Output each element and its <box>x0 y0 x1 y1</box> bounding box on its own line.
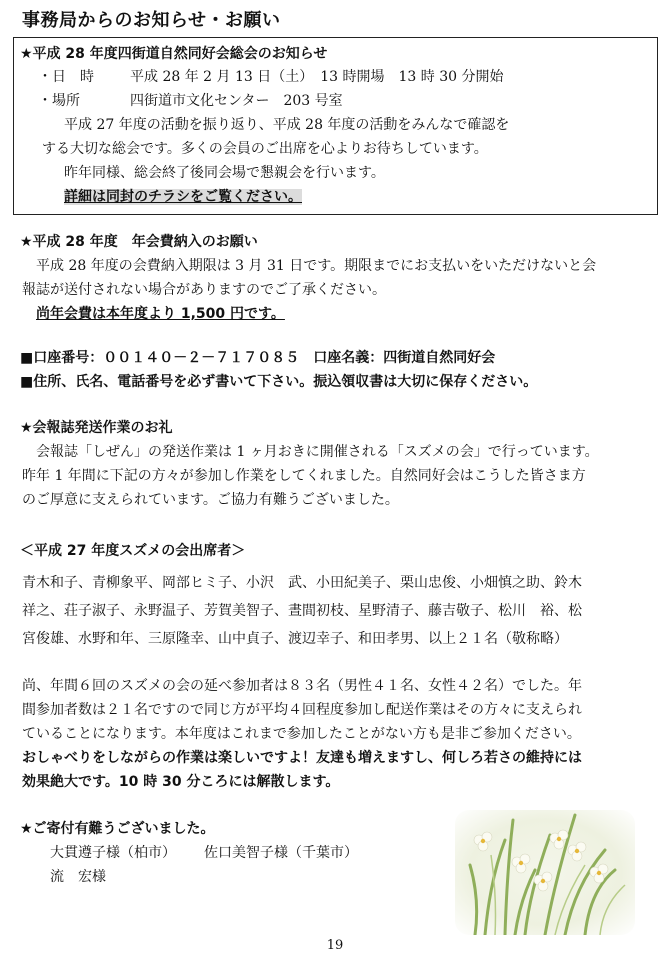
attendee-line <box>22 629 568 649</box>
meeting-body-line: 平成 27 年度の活動を振り返り、平成 28 年度の活動をみんなで確認を <box>64 117 510 133</box>
attendee-name: 小沢 武、 <box>246 575 316 591</box>
account-number-line: ■口座番号：００１４０－２－７１７０８５ 口座名義：四街道自然同好会 <box>20 350 496 366</box>
attendee-name: 永野温子、 <box>134 603 204 619</box>
meeting-date-label: ・日 時 <box>38 69 94 85</box>
participation-bold-line: おしゃべりをしながらの作業は楽しいですよ！友達も増えますし、何しろ若さの維持には <box>22 750 582 766</box>
attendee-name: 水野和年、 <box>78 631 148 647</box>
attendee-name: 星野清子、 <box>358 603 428 619</box>
attendee-name: 藤吉敬子、 <box>428 603 498 619</box>
attendee-name: 鈴木 <box>554 575 582 591</box>
fee-body-line: 報誌が送付されない場合がありますのでご了承ください。 <box>22 282 386 298</box>
participation-line: ていることになります。本年度はこれまで参加したことがない方も是非ご参加ください。 <box>22 726 581 742</box>
attendee-name: 芳賀美智子、 <box>204 603 288 619</box>
attendee-name: 小田紀美子、 <box>316 575 400 591</box>
meeting-date-value: 平成 28 年 2 月 13 日（土） 13 時開場 13 時 30 分開始 <box>130 69 504 85</box>
fee-note: 尚年会費は本年度より 1,500 円です。 <box>36 306 285 322</box>
donations-heading: ★ご寄付有難うございました。 <box>20 821 215 837</box>
fee-body-line: 平成 28 年度の会費納入期限は 3 月 31 日です。期限までにお支払いをいただけないと会 <box>36 258 597 274</box>
meeting-body-line: 昨年同様、総会終了後同会場で懇親会を行います。 <box>64 165 385 181</box>
attendee-name: 宮俊雄、 <box>22 631 78 647</box>
thanks-body-line: のご厚意に支えられています。ご協力有難うございました。 <box>22 492 399 508</box>
account-instruction-line: ■住所、氏名、電話番号を必ず書いて下さい。振込領収書は大切に保存ください。 <box>20 374 538 390</box>
meeting-place-value: 四街道市文化センター 203 号室 <box>130 93 343 109</box>
attendees-heading: ＜平成 27 年度スズメの会出席者＞ <box>20 543 246 559</box>
narcissus-illustration <box>455 810 635 935</box>
page-title: 事務局からのお知らせ・お願い <box>22 10 281 31</box>
attendee-name: 小畑慎之助、 <box>470 575 554 591</box>
narcissus-image <box>455 810 635 935</box>
meeting-details-note: 詳細は同封のチラシをご覧ください。 <box>64 189 302 205</box>
participation-line: 間参加者数は２１名ですので同じ方が平均４回程度参加し配送作業はその方々に支えられ <box>22 702 582 718</box>
meeting-body-line: する大切な総会です。多くの会員のご出席を心よりお待ちしています。 <box>42 141 488 157</box>
fee-request-heading: ★平成 28 年度 年会費納入のお願い <box>20 234 258 250</box>
general-meeting-heading: ★平成 28 年度四街道自然同好会総会のお知らせ <box>20 46 328 62</box>
attendee-count: 以上２１名（敬称略） <box>428 631 568 647</box>
attendee-line <box>22 573 582 593</box>
attendee-name: 三原隆幸、 <box>148 631 218 647</box>
attendee-name: 青柳象平、 <box>92 575 162 591</box>
attendee-name: 祥之、 <box>22 603 64 619</box>
thanks-body-line: 会報誌「しぜん」の発送作業は 1 ヶ月おきに開催される「スズメの会」で行っています。 <box>36 444 599 460</box>
attendee-name: 青木和子、 <box>22 575 92 591</box>
attendee-line <box>22 601 582 621</box>
donor-name: 大貫遵子様（柏市） <box>50 845 176 861</box>
attendee-name: 山中貞子、 <box>218 631 288 647</box>
page-number: 19 <box>326 938 344 953</box>
attendee-name: 渡辺幸子、 <box>288 631 358 647</box>
attendee-name: 松川 裕、 <box>498 603 568 619</box>
attendee-name: 松 <box>568 603 582 619</box>
attendee-name: 晝間初枝、 <box>288 603 358 619</box>
participation-line: 尚、年間６回のスズメの会の延べ参加者は８３名（男性４１名、女性４２名）でした。年 <box>22 678 582 694</box>
attendee-name: 栗山忠俊、 <box>400 575 470 591</box>
newsletter-thanks-heading: ★会報誌発送作業のお礼 <box>20 420 173 436</box>
meeting-place-label: ・場所 <box>38 93 80 109</box>
attendee-name: 岡部ヒミ子、 <box>162 575 246 591</box>
attendee-name: 荘子淑子、 <box>64 603 134 619</box>
donor-name: 流 宏様 <box>50 869 106 885</box>
donor-name: 佐口美智子様（千葉市） <box>204 845 358 861</box>
participation-bold-line: 効果絶大です。10 時 30 分ころには解散します。 <box>22 774 340 790</box>
attendee-name: 和田孝男、 <box>358 631 428 647</box>
thanks-body-line: 昨年 1 年間に下記の方々が参加し作業をしてくれました。自然同好会はこうした皆さま方 <box>22 468 586 484</box>
